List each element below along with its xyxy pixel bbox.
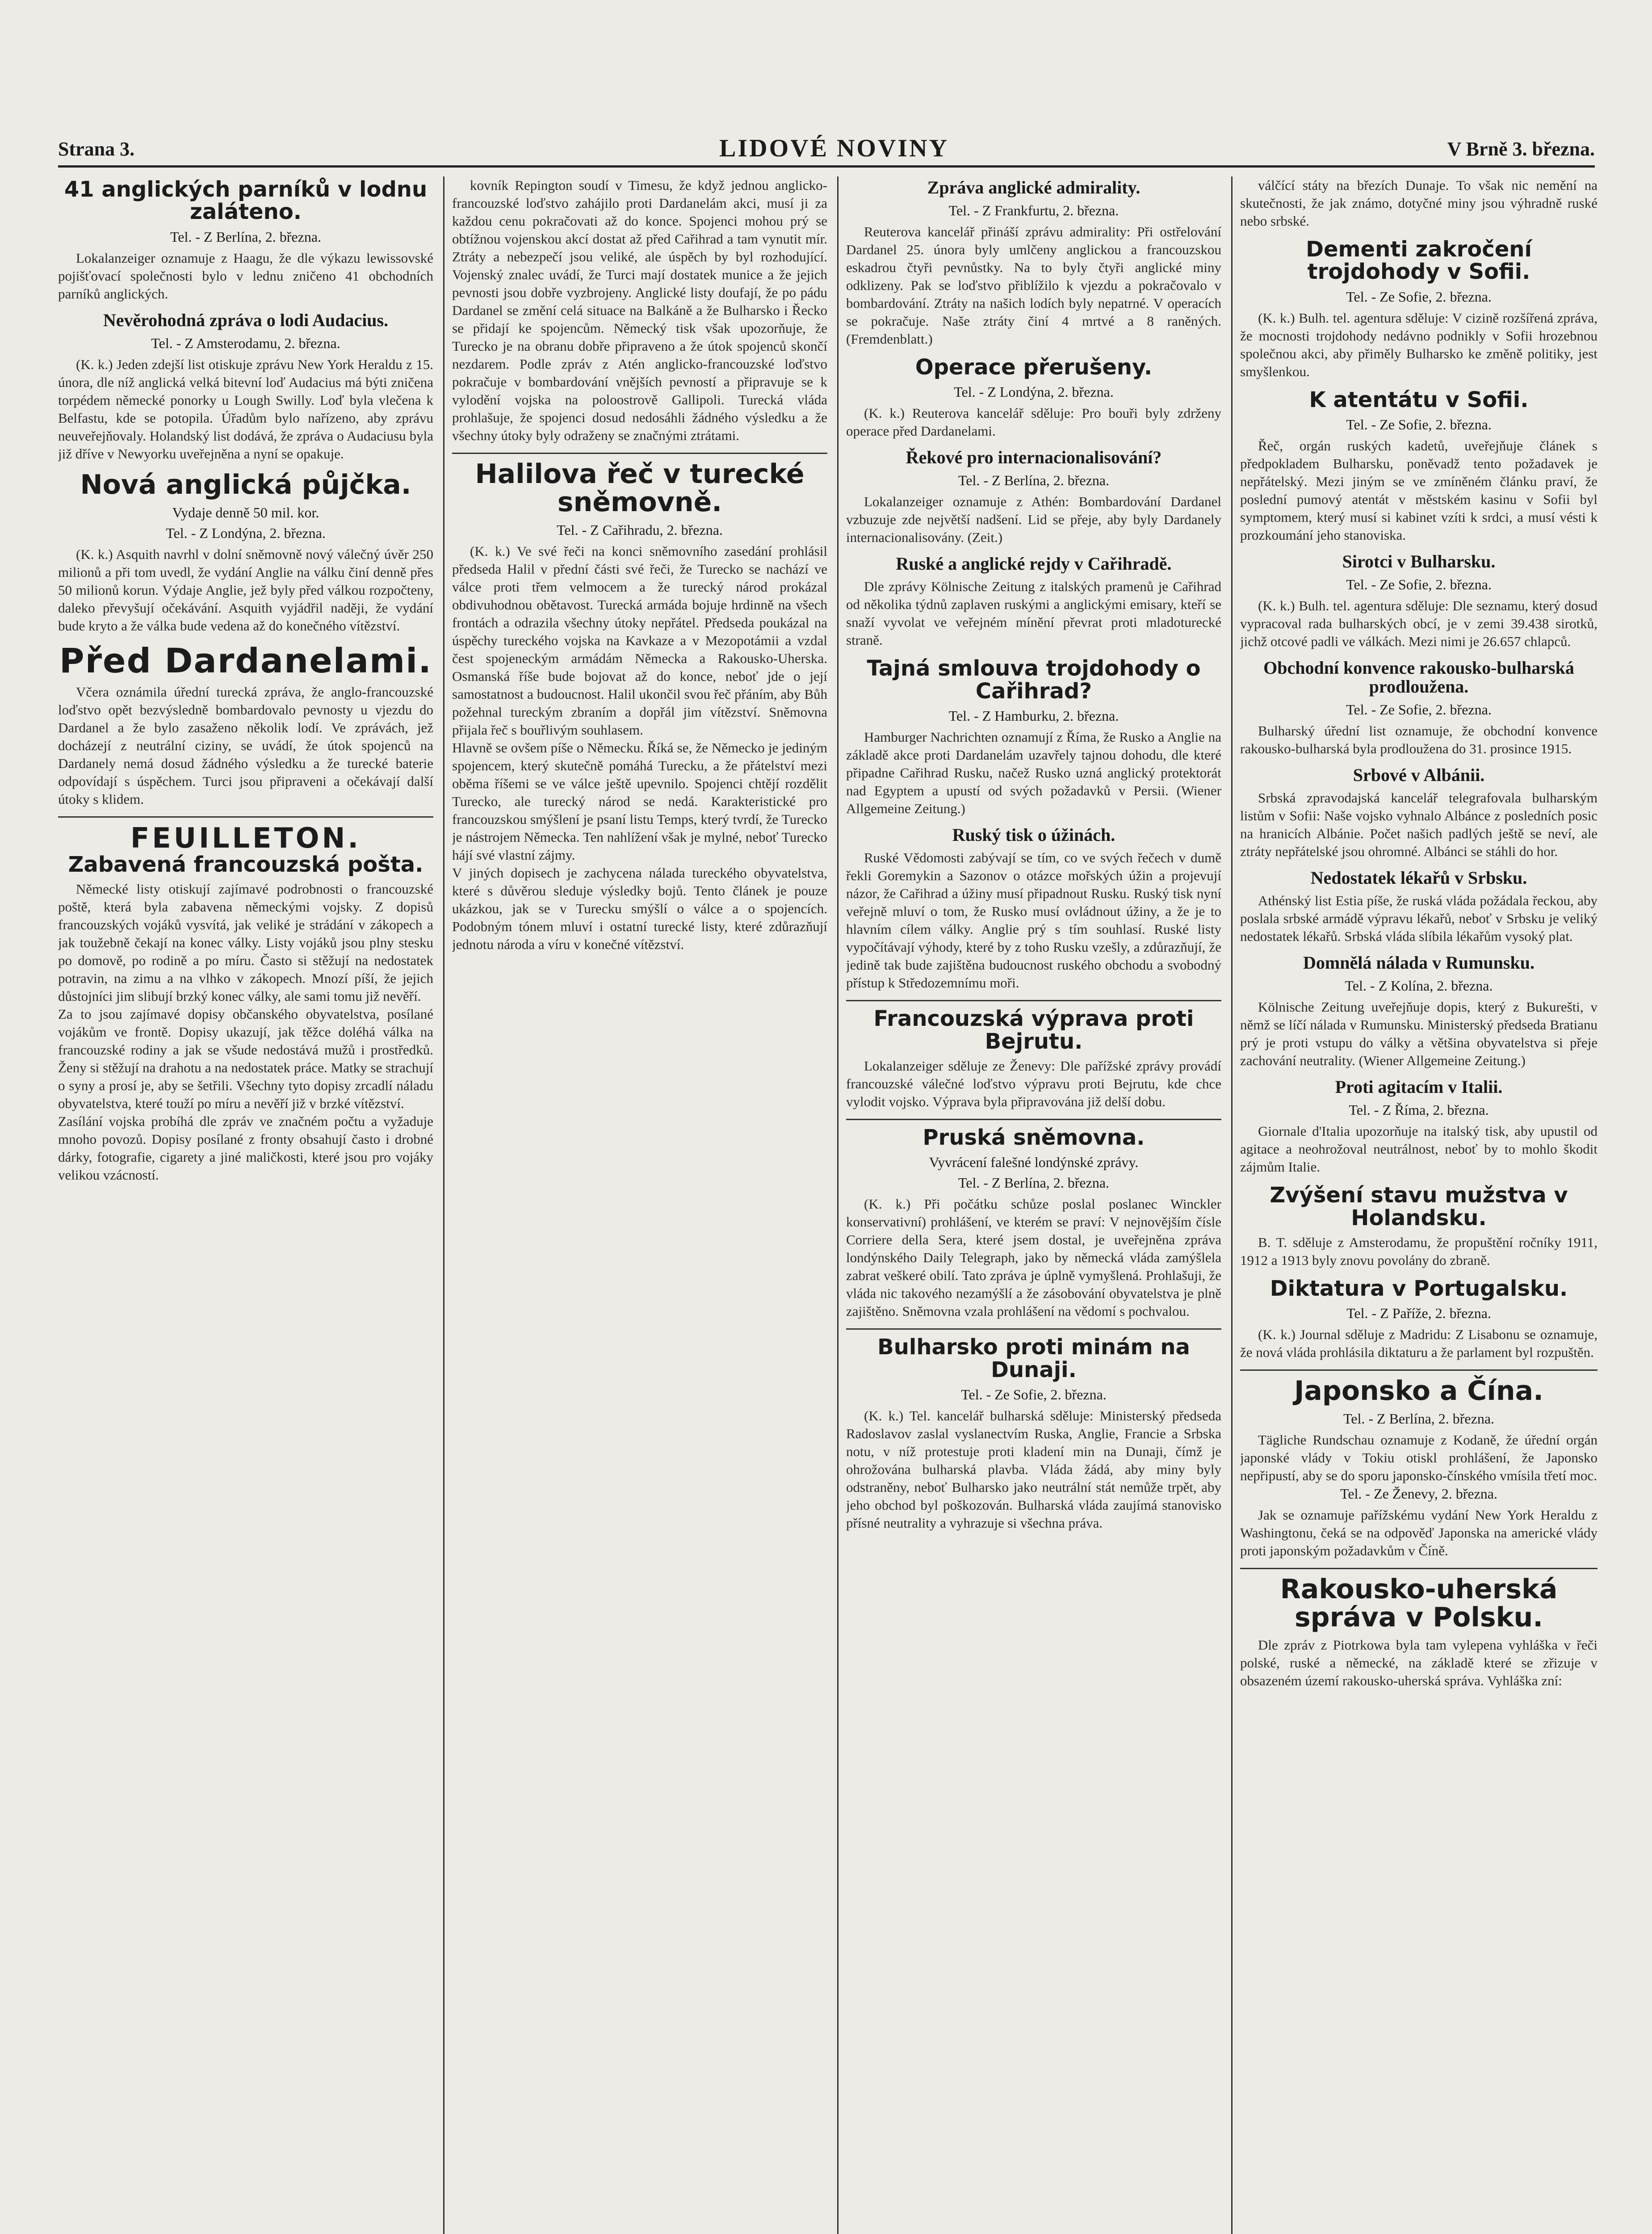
article-headline: Rakousko-uherská správa v Polsku.: [1280, 1574, 1558, 1634]
article-headline: Obchodní konvence rakousko-bulharská prodloužena.: [1263, 658, 1574, 697]
article: [452, 460, 827, 953]
article-body: Jak se oznamuje pařížskému vydání New York Heraldu z Washingtonu, čeká se na odpověď Japonska na americké vlády proti japonským požadavkům v Číně.: [1240, 1507, 1597, 1559]
article-body: Včera oznámila úřední turecká zpráva, že anglo-francouzské loďstvo opět bezvýsledně bombardovalo pevnosty u vjezdu do Dardanel a že bylo zasaženo několik lodí. Ve zprávách, jež docházejí z neutrální ciziny, se uvádí, že útok spojenců na Dardanely nemá dosud žádného výsledku a že turecké baterie odpovídají s úspěchem. Turci jsou připraveni a očekávají další útoky s klidem.: [58, 684, 433, 807]
article: [58, 471, 433, 635]
article-headline: Proti agitacím v Italii.: [1335, 1077, 1503, 1097]
article: [846, 448, 1221, 546]
section-divider: [846, 1119, 1221, 1120]
article: [846, 657, 1221, 818]
article-dateline: Tel. - Ze Sofie, 2. března.: [1346, 576, 1492, 593]
column-3: [846, 176, 1221, 2234]
article-body: (K. k.) Ve své řeči na konci sněmovního zasedání prohlásil předseda Halil v přední části své řeči, že Turecko se nachází ve válce proti třem velmocem a že turecký národ prokázal obdivuhodnou obětavost. Turecká armáda bojuje hrdinně na všech frontách a odrazila všechny útoky nepřátel. Předseda poukázal na úspěchy tureckého vojska na Kavkaze a v Mezopotámii a vzdal čest spojeneckým armádám Německa a Rakousko-Uherska. Osmanská říše bude bojovat až do konce, neboť jde o její samostatnost a budoucnost. Halil ukončil svou řeč přáním, aby Bůh požehnal tureckým zbraním a dopřál jim vítězství. Sněmovna přijala řeč s bouřlivým souhlasem. Hlavně se ovšem píše o Německu. Říká se, že Německo je jediným spojencem, který skutečně pomáhá Turecku, a že přátelství mezi oběma říšemi se ve válce ještě upevnilo. Spojenci chtějí rozdělit Turecko, ale turecký národ se nedá. Karakteristické pro francouzskou smýšlení je psaní listu Temps, který tvrdí, že Turecko je nástrojem Německa. Ten nahlížení však je mylné, neboť Turecko hájí své vlastní zájmy. V jiných dopisech je zachycena nálada tureckého obyvatelstva, které s důvěrou sleduje výsledky bojů. Tento článek je pouze ukázkou, jak se v Turecku smýšlí o válce a o spojencích. Podobným tónem mluví i ostatní turecké listy, které zdůrazňují jednotu národa a víru v konečné vítězství.: [452, 543, 827, 952]
article-body: Řeč, orgán ruských kadetů, uveřejňuje článek s předpokladem Bulharsku, poněvadž tento požadavek je nepřátelský. Mezi jiným se ve zmíněném článku praví, že poslední pumový atentát v městském kasinu v Sofii byl symptomem, který musí si kabinet vzíti k srdci, a musí vésti k prozkoumání jeho stanoviska.: [1240, 438, 1597, 543]
article-body: Lokalanzeiger sděluje ze Ženevy: Dle pařížské zprávy provádí francouzské válečné loďstvo výpravu proti Bejrutu, kde chce vylodit vojsko. Výprava byla připravována již delší dobu.: [846, 1058, 1221, 1109]
article-dateline: Tel. - Z Paříže, 2. března.: [1346, 1305, 1491, 1322]
article: [58, 311, 433, 463]
article-body: (K. k.) Tel. kancelář bulharská sděluje: Ministerský předseda Radoslavov zaslal vyslanectvím Ruska, Anglie, Francie a Srbska notu, v níž protestuje proti kladení min na Dunaji, čímž je ohrožována bulharská plavba. Vláda žádá, aby miny byly odstraněny, neboť Bulharsko jako neutrální stát nemůže trpět, aby jeho obchod byl poškozován. Bulharská vláda zaujímá stanovisko přísné neutrality a vyhrazuje si všechna práva.: [846, 1408, 1221, 1531]
article-headline: Nevěrohodná zpráva o lodi Audacius.: [103, 310, 389, 330]
article-body: B. T. sděluje z Amsterodamu, že propuštění ročníky 1911, 1912 a 1913 byly znovu povolány do zbraně.: [1240, 1234, 1597, 1268]
article-dateline: Tel. - Z Berlína, 2. března.: [1343, 1411, 1495, 1427]
article: [846, 1336, 1221, 1532]
column-rule: [1231, 176, 1233, 2234]
article-body: Athénský list Estia píše, že ruská vláda požádala řeckou, aby poslala srbské armádě výpravu lékařů, neboť v Srbsku je veliký nedostatek lékařů. Srbská vláda slíbila lékařům vysoký plat.: [1240, 893, 1597, 945]
article-headline: Zvýšení stavu mužstva v Holandsku.: [1270, 1183, 1568, 1230]
article: [846, 1126, 1221, 1320]
article-body: Lokalanzeiger oznamuje z Athén: Bombardování Dardanel vzbuzuje zde největší nadšení. Lid se přeje, aby byly Dardanely internacionalisovány. (Zeit.): [846, 494, 1221, 546]
article-body: Ruské Vědomosti zabývají se tím, co ve svých řečech v dumě řekli Goremykin a Sazonov o otázce mořských úžin a projevují názor, že Cařihrad a úžiny musí připadnout Rusku. Ruský tisk nyní veřejně mluví o tom, že Rusko musí ovládnout úžiny, a že je to hlavním cílem války. Anglie prý s tím souhlasí. Ruské listy vypočítávají výhody, které by z toho Rusku vzešly, a zdůrazňují, že jedině tak bude zajištěna budoucnost ruského obchodu a svobodný přístup k Středozemnímu moři.: [846, 850, 1221, 991]
article-headline: Domnělá nálada v Rumunsku.: [1303, 953, 1535, 973]
article-body: Hamburger Nachrichten oznamují z Říma, že Rusko a Anglie na základě akce proti Dardanelám uzavřely tajnou dohodu, dle které připadne Cařihrad Rusku, načež Rusko uzná anglický protektorát nad Egyptem a upustí od svých požadavků v Persii. (Wiener Allgemeine Zeitung.): [846, 729, 1221, 817]
article-headline: Srbové v Albánii.: [1353, 765, 1485, 785]
article-body: Bulharský úřední list oznamuje, že obchodní konvence rakousko-bulharská byla prodloužena do 31. prosince 1915.: [1240, 723, 1597, 757]
article-headline: Sirotci v Bulharsku.: [1342, 551, 1496, 572]
article-body: (K. k.) Reuterova kancelář sděluje: Pro bouři byly zdrženy operace před Dardanelami.: [846, 405, 1221, 439]
article-dateline: Tel. - Z Berlína, 2. března.: [170, 228, 322, 245]
article-headline: Zabavená francouzská pošta.: [68, 852, 423, 877]
article-headline: Nová anglická půjčka.: [80, 469, 411, 500]
article-body: Lokalanzeiger oznamuje z Haagu, že dle výkazu lewissovské pojišťovací společnosti bylo v lednu zničeno 41 obchodních parníků anglických.: [58, 250, 433, 302]
article: [846, 178, 1221, 348]
article-headline: Řekové pro internacionalisování?: [906, 447, 1162, 468]
article-headline: Operace přerušeny.: [915, 355, 1153, 380]
article-dateline: Tel. - Z Cařihradu, 2. března.: [557, 522, 723, 538]
masthead: [58, 134, 1595, 168]
column-rule: [837, 176, 839, 2234]
article: [1240, 1078, 1597, 1176]
article-body: Německé listy otiskují zajímavé podrobnosti o francouzské poště, která byla zabavena německými vojsky. Z dopisů francouzských vojáků vysvítá, jak veliké je strádání v zákopech a jak toužebně čekají na konec války. Listy vojáků jsou plny stesku po domově, po rodině a po míru. Často si stěžují na nedostatek potravin, na zimu a na vlhko v zákopech. Mnozí píší, že jejich důstojníci jim slibují brzký konec války, ale sami tomu již nevěří. Za to jsou zajímavé dopisy občanského obyvatelstva, posílané vojákům ve frontě. Dopisy ukazují, jak těžce doléhá válka na francouzské rodiny a jak se všude nedostává mužů i prostředků. Ženy si stěžují na drahotu a na nedostatek práce. Matky se strachují o syny a prosí je, aby se šetřili. Všechny tyto dopisy zrcadlí náladu obyvatelstva, které touží po míru a nevěří již v brzké vítězství. Zasílání vojska probíhá dle zpráv ve značném počtu a vyžaduje mnoho povozů. Dopisy posílané z fronty obsahují často i drobné dárky, fotografie, cigarety a jiné maličkosti, které jsou pro vojáky velikou vzácností.: [58, 881, 433, 1183]
article-headline: Japonsko a Čína.: [1294, 1375, 1543, 1407]
page-label: Strana 3.: [58, 138, 135, 160]
article-body: Dle zprávy Kölnische Zeitung z italských pramenů je Cařihrad od několika týdnů zaplaven ruskými a anglickými emisary, kteří se snaží vyvolat ve veřejném mínění převrat proti mladoturecké straně.: [846, 579, 1221, 648]
article-headline: Zpráva anglické admirality.: [927, 177, 1140, 197]
article-dateline: Tel. - Z Berlína, 2. března.: [958, 472, 1110, 489]
article-headline: Tajná smlouva trojdohody o Cařihrad?: [867, 656, 1201, 704]
article: [1240, 659, 1597, 758]
section-divider: [846, 1328, 1221, 1330]
article: [452, 176, 827, 445]
article-headline: Nedostatek lékařů v Srbsku.: [1310, 868, 1527, 888]
article-body: Tägliche Rundschau oznamuje z Kodaně, že úřední orgán japonské vlády v Tokiu otiskl prohlášení, že Japonsko nepřipustí, aby se do sporu japonsko-čínského vmísila třetí moc.: [1240, 1432, 1597, 1484]
column-4: [1240, 176, 1597, 2234]
article: [1240, 1377, 1597, 1560]
article-body: (K. k.) Journal sděluje z Madridu: Z Lisabonu se oznamuje, že nová vláda prohlásila diktaturu a že parlament byl rozpuštěn.: [1240, 1327, 1597, 1361]
article: [846, 356, 1221, 440]
section-divider: [846, 1000, 1221, 1001]
article-body: válčící státy na březích Dunaje. To však nic nemění na skutečnosti, že jak známo, dotyčné miny jsou výhradně ruské nebo srbské.: [1240, 177, 1597, 229]
article: [1240, 1575, 1597, 1690]
section-divider: [1240, 1568, 1597, 1569]
article-headline: Dementi zakročení trojdohody v Sofii.: [1306, 237, 1532, 285]
article-headline: Francouzská výprava proti Bejrutu.: [873, 1006, 1194, 1054]
article-dateline: Tel. - Z Kolína, 2. března.: [1345, 978, 1493, 994]
article-body: kovník Repington soudí v Timesu, že když jednou anglicko-francouzské loďstvo zahájilo proti Dardanelám akci, musí ji za každou cenu pokračovati až do konce. Spojenci mohou prý se obtížnou vojenskou akcí dostat až před Cařihrad a tam vynutit mír. Ztráty a nebezpečí jsou veliké, ale úspěch by byl rozhodující. Vojenský znalec uvádí, že Turci mají dostatek munice a že jejich pevnosti jsou dobře vyzbrojeny. Anglické listy doufají, že po pádu Dardanel se změní celá situace na Balkáně a že Bulharsko i Řecko se přidají ke spojencům. Německý tisk však upozorňuje, že Turecko je na obranu dobře připraveno a že útok spojenců skončí nezdarem. Podle zpráv z Atén anglicko-francouzské loďstvo pokračuje v bombardování vnějších pevností a připravuje se k vylodění vojska na poloostrově Gallipoli. Turecká vláda prohlašuje, že spojenci dosud nedosáhli žádného výsledku a že všechny útoky byly odraženy se značnými ztrátami.: [452, 177, 827, 443]
article: [846, 826, 1221, 992]
article-body: (K. k.) Bulh. tel. agentura sděluje: V cizině rozšířená zpráva, že mocnosti trojdohody nedávno podnikly v Sofii hrozebnou společnou akci, aby přiměly Bulharsko ke změně politiky, jest smyšlenkou.: [1240, 310, 1597, 379]
article-dateline: Tel. - Z Hamburku, 2. března.: [948, 708, 1119, 724]
article-dateline: Tel. - Ze Ženevy, 2. března.: [1340, 1486, 1497, 1502]
article: [58, 640, 433, 808]
article: [1240, 176, 1597, 230]
article-headline: Před Dardanelami.: [59, 640, 432, 680]
article-headline: Pruská sněmovna.: [922, 1125, 1145, 1150]
article-headline: Bulharsko proti minám na Dunaji.: [877, 1335, 1190, 1382]
article-headline: K atentátu v Sofii.: [1309, 387, 1529, 412]
article: [1240, 1184, 1597, 1269]
feuilleton-label: FEUILLETON.: [130, 821, 361, 854]
article-dateline: Tel. - Z Londýna, 2. března.: [166, 525, 326, 541]
article: [846, 1008, 1221, 1111]
article-body: (K. k.) Při počátku schůze poslal poslanec Winckler konservativní) prohlášení, ve kterém se praví: V nejnovějším čísle Corriere della Sera, které jsem dostal, je uveřejněna zpráva londýnského Daily Telegraph, jako by německá vláda zamýšlela zabrat veškeré obilí. Tato zpráva je úplně vymyšlená. Prohlašuji, že vláda nic takového nezamýšlí a že zásobování obyvatelstva je plně zajištěno. Sněmovna vzala prohlášení na vědomí s pochvalou.: [846, 1196, 1221, 1319]
article: [1240, 389, 1597, 544]
article-dateline: Tel. - Z Amsterodamu, 2. března.: [151, 335, 340, 351]
article-dateline: Tel. - Ze Sofie, 2. března.: [1346, 288, 1492, 305]
section-divider: [452, 453, 827, 454]
article: [58, 853, 433, 1184]
article-body: Giornale d'Italia upozorňuje na italský tisk, aby upustil od agitace a neohrožoval neutrálnost, neboť by to mohlo škodit zájmům Italie.: [1240, 1123, 1597, 1175]
article-body: Dle zpráv z Piotrkowa byla tam vylepena vyhláška v řeči polské, ruské a německé, na základě které se zřizuje v obsazeném území rakousko-uherská správa. Vyhláška zní:: [1240, 1637, 1597, 1689]
article-body: (K. k.) Jeden zdejší list otiskuje zprávu New York Heraldu z 15. února, dle níž anglická velká bitevní loď Audacius má býti zničena torpédem německé ponorky u Lough Swilly. Loď byla vlečena k Belfastu, kde se potopila. Úřadům bylo nařízeno, aby zprávu neuveřejňovaly. Holandský list dodává, že zpráva o Audaciusu byla již dříve v Newyorku uveřejněna a nyní se opakuje.: [58, 356, 433, 462]
article-body: Kölnische Zeitung uveřejňuje dopis, který z Bukurešti, v němž se líčí nálada v Rumunsku. Ministerský předseda Bratianu prý je proti vstupu do války a většina obyvatelstva si přeje zachování neutrality. (Wiener Allgemeine Zeitung.): [1240, 999, 1597, 1069]
article-body: Srbská zpravodajská kancelář telegrafovala bulharským listům v Sofii: Naše vojsko vyhnalo Albánce z posledních posic na hranicích Albánie. Počet našich padlých ještě se neví, ale ztráty nepřátelské jsou ohromné. Albánci se stáhli do hor.: [1240, 790, 1597, 860]
article-headline: Diktatura v Portugalsku.: [1270, 1276, 1568, 1301]
article: [1240, 766, 1597, 861]
section-divider: [58, 816, 433, 818]
article: [1240, 552, 1597, 651]
article-dateline: Tel. - Z Londýna, 2. března.: [954, 384, 1114, 400]
section-divider: [1240, 1369, 1597, 1371]
column-2: [452, 176, 827, 2234]
article-headline: Ruské a anglické rejdy v Cařihradě.: [896, 554, 1172, 574]
article: [1240, 869, 1597, 945]
date-label: V Brně 3. března.: [1447, 138, 1595, 160]
article-headline: Ruský tisk o úžinách.: [952, 825, 1115, 845]
article-dateline: Tel. - Ze Sofie, 2. března.: [1346, 701, 1492, 718]
newspaper-title: LIDOVÉ NOVINY: [719, 134, 949, 162]
article-dateline: Tel. - Z Berlína, 2. března.: [958, 1175, 1110, 1191]
article-headline: 41 anglických parníků v lodnu zaláteno.: [64, 177, 428, 225]
article-body: (K. k.) Asquith navrhl v dolní sněmovně nový válečný úvěr 250 milionů a při tom uvedl, že vydání Anglie na válku činí denně přes 50 milionů korun. Výdaje Anglie, jež byly před válkou rozpočteny, daleko převyšují očekávání. Asquith vyjádřil naději, že vydání bude kryto a že válka bude vedena až do konečného vítězství.: [58, 546, 433, 634]
article: [1240, 238, 1597, 381]
article-dateline: Tel. - Z Frankfurtu, 2. března.: [948, 202, 1119, 218]
article: [1240, 953, 1597, 1070]
article-subhead: Vydaje denně 50 mil. kor.: [172, 504, 319, 521]
article: [1240, 1277, 1597, 1361]
column-1: [58, 176, 433, 2234]
article-dateline: Tel. - Ze Sofie, 2. března.: [1346, 416, 1492, 433]
column-rule: [443, 176, 444, 2234]
article-dateline: Tel. - Z Říma, 2. března.: [1349, 1102, 1489, 1118]
article-dateline: Tel. - Ze Sofie, 2. března.: [961, 1386, 1107, 1403]
article-body: (K. k.) Bulh. tel. agentura sděluje: Dle seznamu, který dosud vypracoval rada bulharských obcí, je v zemi 39.438 sirotků, jichž otcové padli ve válkách. Mezi nimi je 26.657 chlapců.: [1240, 598, 1597, 650]
article-headline: Halilova řeč v turecké sněmovně.: [475, 458, 805, 518]
article-body: Reuterova kancelář přináší zprávu admirality: Při ostřelování Dardanel 25. února byly umlčeny anglickou a francouzskou eskadrou čtyři pevnůstky. Na to byly čtyři anglické miny odklizeny. Pak se loďstvo přiblížilo k vjezdu a pokračovalo v bombardování. Ztráty na našich lodích byly nepatrné. V operacích se pokračuje. Naše ztráty činí 4 mrtvé a 8 raněných. (Fremdenblatt.): [846, 224, 1221, 347]
article-subhead: Vyvrácení falešné londýnské zprávy.: [929, 1154, 1139, 1171]
article: [846, 554, 1221, 649]
article: [58, 178, 433, 303]
